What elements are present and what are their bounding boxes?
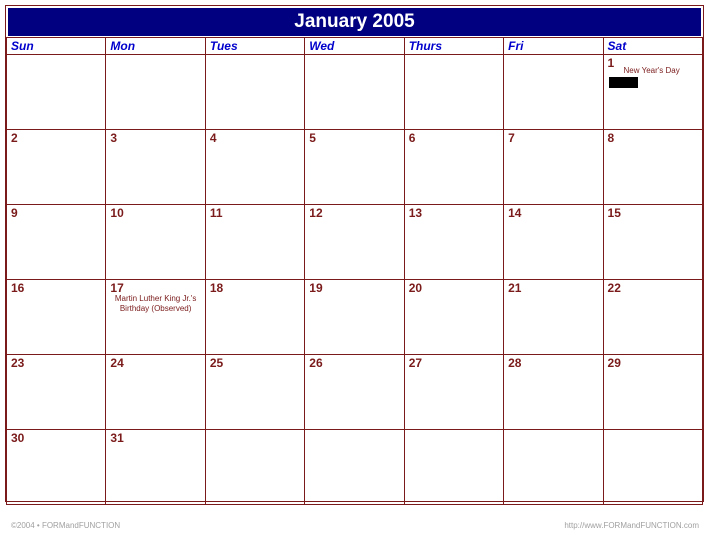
- day-cell: [106, 205, 205, 280]
- day-cell: [603, 355, 702, 430]
- day-number: 26: [309, 356, 323, 370]
- week-row-6: [7, 430, 703, 505]
- day-cell-empty: [404, 55, 503, 130]
- redacted-block: [609, 77, 638, 88]
- day-number: 2: [11, 131, 18, 145]
- day-cell-empty: [305, 55, 404, 130]
- day-cell: [404, 355, 503, 430]
- day-cell: [305, 130, 404, 205]
- day-cell: [106, 280, 205, 355]
- day-cell: [205, 130, 304, 205]
- day-number: 3: [110, 131, 118, 145]
- day-number: 7: [508, 131, 515, 145]
- week-row-4: [7, 280, 703, 355]
- day-cell: [106, 130, 205, 205]
- day-number: 29: [607, 356, 621, 370]
- footer-url-link[interactable]: http://www.FORMandFUNCTION.com: [564, 521, 699, 530]
- day-cell: [305, 355, 404, 430]
- weekday-mon: Mon: [106, 38, 205, 55]
- weekday-thurs: Thurs: [404, 38, 503, 55]
- day-cell: [106, 430, 205, 505]
- weekday-tues: Tues: [205, 38, 304, 55]
- day-number: 9: [11, 206, 18, 220]
- day-cell: [106, 355, 205, 430]
- day-number: 30: [11, 431, 25, 445]
- weekday-sun: Sun: [7, 38, 106, 55]
- day-cell: [205, 205, 304, 280]
- day-number: 8: [607, 131, 615, 145]
- day-number: 12: [309, 206, 323, 220]
- day-cell-empty: [305, 430, 404, 505]
- day-number: 6: [408, 131, 416, 145]
- day-cell-empty: [404, 430, 503, 505]
- day-cell: [404, 130, 503, 205]
- day-number: 28: [508, 356, 522, 370]
- day-cell-empty: [504, 430, 603, 505]
- day-number: 1: [607, 56, 615, 70]
- day-cell: [504, 355, 603, 430]
- day-number: 15: [607, 206, 621, 220]
- day-cell-empty: [205, 430, 304, 505]
- weekday-wed: Wed: [305, 38, 404, 55]
- day-number: 5: [309, 131, 316, 145]
- day-cell: [7, 430, 106, 505]
- day-cell-empty: [504, 55, 603, 130]
- day-cell: [504, 280, 603, 355]
- day-number: 31: [110, 431, 124, 445]
- day-number: 20: [408, 281, 423, 295]
- day-number: 23: [11, 356, 25, 370]
- day-cell: [7, 130, 106, 205]
- month-title: January 2005: [8, 8, 701, 36]
- day-cell: [305, 280, 404, 355]
- day-cell: [7, 355, 106, 430]
- day-cell: [404, 205, 503, 280]
- day-number: 13: [408, 206, 423, 220]
- day-cell: [603, 55, 702, 130]
- day-cell-empty: [603, 430, 702, 505]
- calendar: [5, 5, 704, 502]
- day-cell: [404, 280, 503, 355]
- day-cell: [205, 355, 304, 430]
- day-cell: [504, 130, 603, 205]
- day-number: 11: [209, 206, 223, 220]
- holiday-mlk-day: Martin Luther King Jr.'s Birthday (Observed): [114, 294, 197, 313]
- day-number: 4: [209, 131, 217, 145]
- day-number: 21: [508, 281, 522, 295]
- week-row-3: [7, 205, 703, 280]
- day-number: 16: [11, 281, 25, 295]
- weekday-sat: Sat: [603, 38, 702, 55]
- day-number: 14: [508, 206, 522, 220]
- day-cell: [504, 205, 603, 280]
- week-row-2: [7, 130, 703, 205]
- week-row-1: [7, 55, 703, 130]
- day-number: 19: [309, 281, 323, 295]
- day-number: 27: [408, 356, 423, 370]
- calendar-grid: [6, 37, 703, 505]
- day-number: 22: [607, 281, 621, 295]
- day-cell: [7, 280, 106, 355]
- weekday-header-row: [7, 38, 703, 55]
- day-cell: [305, 205, 404, 280]
- week-row-5: [7, 355, 703, 430]
- day-number: 24: [110, 356, 124, 370]
- footer-copyright: ©2004 • FORMandFUNCTION: [11, 521, 121, 530]
- day-cell-empty: [7, 55, 106, 130]
- day-cell: [603, 280, 702, 355]
- day-cell-empty: [106, 55, 205, 130]
- day-cell: [7, 205, 106, 280]
- day-cell: [205, 280, 304, 355]
- day-cell-empty: [205, 55, 304, 130]
- day-number: 25: [209, 356, 224, 370]
- day-cell: [603, 205, 702, 280]
- holiday-new-years-day: New Year's Day: [623, 66, 680, 75]
- day-number: 10: [110, 206, 124, 220]
- weekday-fri: Fri: [504, 38, 603, 55]
- day-number: 18: [209, 281, 224, 295]
- day-cell: [603, 130, 702, 205]
- day-number: 17: [110, 281, 124, 295]
